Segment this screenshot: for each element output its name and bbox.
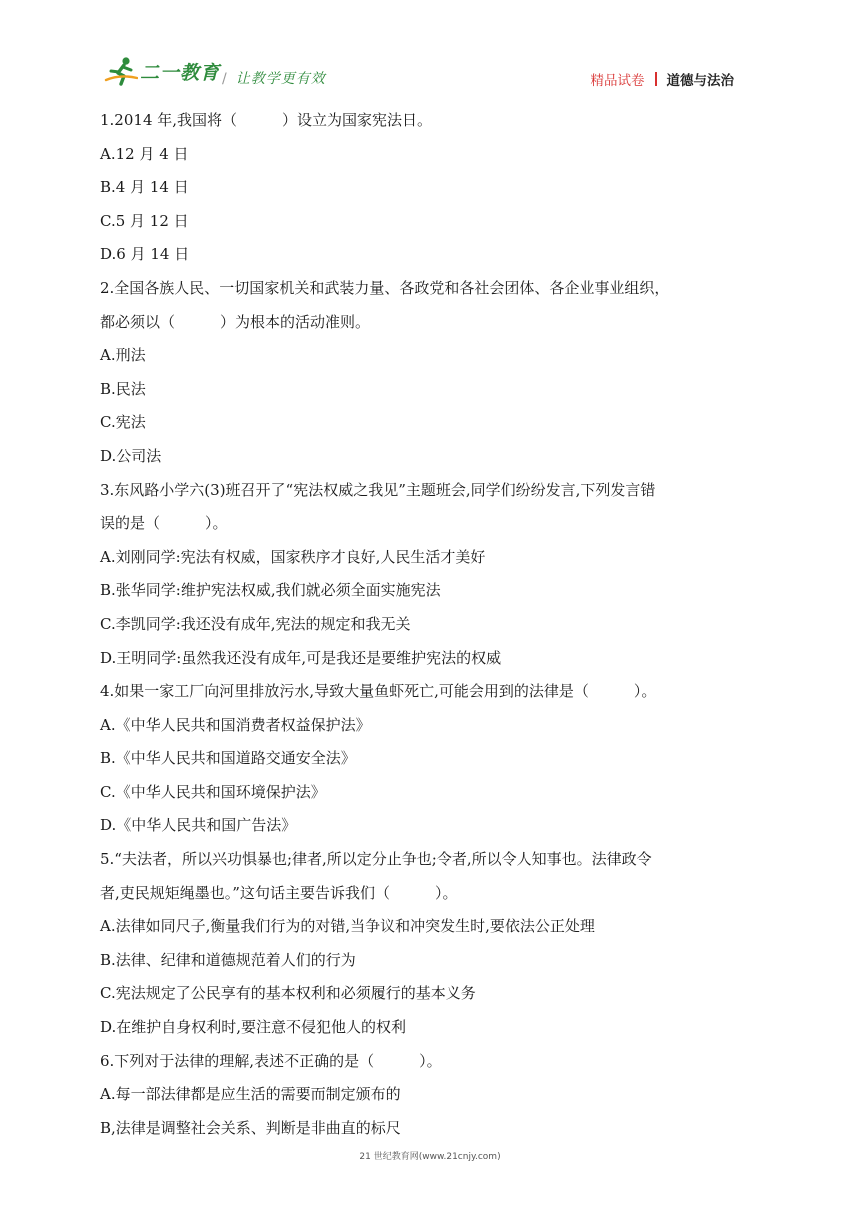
text-line: C.宪法	[100, 413, 146, 432]
logo-text: 二一教育	[140, 61, 221, 84]
text-line: B.法律、纪律和道德规范着人们的行为	[100, 950, 356, 969]
text-line: 3.东风路小学六(3)班召开了“宪法权威之我见”主题班会,同学们纷纷发言,下列发言错	[100, 480, 656, 499]
page-footer: 21 世纪教育网(www.21cnjy.com)	[359, 1152, 501, 1162]
text-line: B.民法	[100, 379, 146, 398]
text-line: A.每一部法律都是应生活的需要而制定颁布的	[100, 1085, 401, 1104]
text-line: A.《中华人民共和国消费者权益保护法》	[100, 715, 371, 734]
text-line: B.4 月 14 日	[100, 178, 189, 197]
page-header	[0, 0, 860, 100]
slogan-text: 让教学更有效	[235, 71, 326, 87]
runner-logo-icon	[104, 56, 138, 86]
question-content	[100, 104, 780, 1145]
logo	[104, 52, 220, 90]
text-line: B,法律是调整社会关系、判断是非曲直的标尺	[100, 1118, 401, 1137]
text-line: D.公司法	[100, 446, 162, 465]
text-line: 4.如果一家工厂向河里排放污水,导致大量鱼虾死亡,可能会用到的法律是（ ）。	[100, 682, 657, 701]
text-line: 2.全国各族人民、一切国家机关和武装力量、各政党和各社会团体、各企业事业组织，	[100, 278, 670, 297]
header-right	[591, 69, 735, 89]
text-line: A.刘刚同学:宪法有权威，国家秩序才良好,人民生活才美好	[100, 547, 486, 566]
header-subject: 道德与法治	[666, 73, 734, 89]
text-line: 1.2014 年,我国将（ ）设立为国家宪法日。	[100, 111, 433, 129]
slogan	[222, 68, 326, 88]
slash-divider: /	[222, 71, 228, 87]
text-line: C.5 月 12 日	[100, 211, 189, 230]
text-line: C.《中华人民共和国环境保护法》	[100, 782, 326, 801]
text-line: D.6 月 14 日	[100, 245, 190, 264]
text-line: 都必须以（ ）为根本的活动准则。	[100, 312, 371, 331]
text-line: 者,吏民规矩绳墨也。”这句话主要告诉我们（ ）。	[100, 883, 458, 902]
text-line: C.李凯同学:我还没有成年,宪法的规定和我无关	[100, 614, 411, 633]
text-line: 6.下列对于法律的理解,表述不正确的是（ ）。	[100, 1051, 442, 1070]
header-divider	[655, 72, 657, 86]
text-line: D.王明同学:虽然我还没有成年,可是我还是要维护宪法的权威	[100, 648, 502, 667]
text-line: A.法律如同尺子,衡量我们行为的对错,当争议和冲突发生时,要依法公正处理	[100, 917, 595, 936]
text-line: C.宪法规定了公民享有的基本权利和必须履行的基本义务	[100, 984, 476, 1003]
text-line: 5.“夫法者，所以兴功惧暴也;律者,所以定分止争也;令者,所以令人知事也。法律政令	[100, 850, 652, 869]
text-line: B.《中华人民共和国道路交通安全法》	[100, 749, 356, 768]
text-line: D.在维护自身权利时,要注意不侵犯他人的权利	[100, 1018, 407, 1037]
text-line: A.刑法	[100, 346, 146, 365]
text-line: 误的是（ ）。	[100, 514, 228, 533]
header-category: 精品试卷	[590, 73, 645, 89]
text-line: B.张华同学:维护宪法权威,我们就必须全面实施宪法	[100, 581, 441, 600]
text-line: A.12 月 4 日	[100, 144, 189, 163]
text-line: D.《中华人民共和国广告法》	[100, 816, 297, 835]
